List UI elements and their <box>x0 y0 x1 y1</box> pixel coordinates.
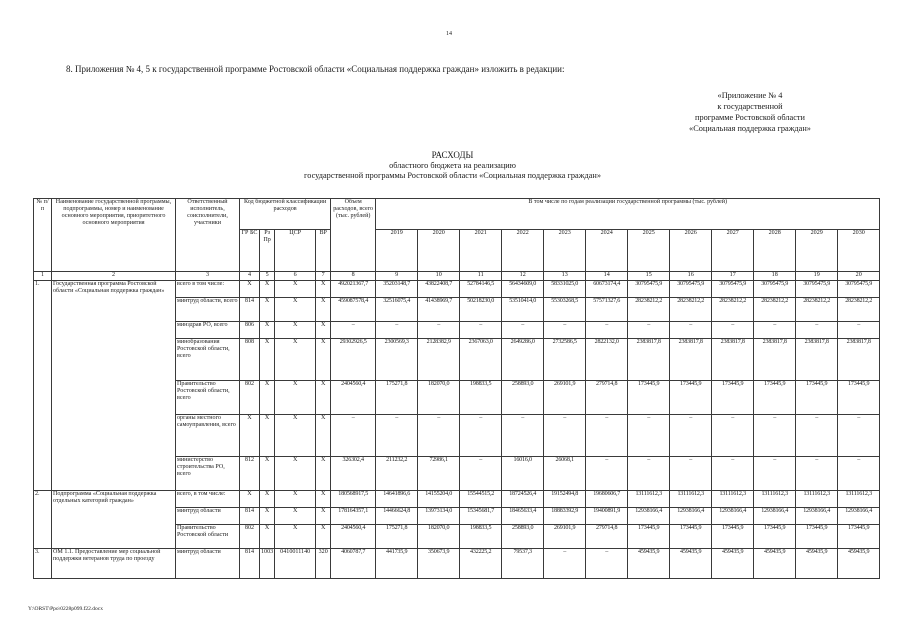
header-year: 2019 <box>376 230 418 272</box>
year-value: 173445,9 <box>712 381 754 415</box>
code-vr: X <box>316 491 331 508</box>
year-value: – <box>418 415 460 457</box>
year-value: 173445,9 <box>712 525 754 549</box>
year-value: – <box>796 415 838 457</box>
year-value: – <box>670 415 712 457</box>
year-value: 30795475,9 <box>754 281 796 298</box>
year-value: – <box>754 457 796 491</box>
year-value: – <box>376 415 418 457</box>
year-value: 30795475,9 <box>628 281 670 298</box>
code-csr: X <box>275 322 316 339</box>
executor: минобразования Ростовской области, всего <box>176 339 240 381</box>
column-index: 13 <box>544 272 586 281</box>
expenses-table <box>33 198 880 579</box>
program-name: Подпрограмма «Социальная поддержка отдельных категорий граждан» <box>52 491 176 549</box>
year-value: 19152494,8 <box>544 491 586 508</box>
code-rzpr: X <box>260 525 275 549</box>
year-value: 459435,9 <box>796 549 838 579</box>
year-value: 2367063,0 <box>460 339 502 381</box>
column-index: 9 <box>376 272 418 281</box>
appendix-line: «Приложение № 4 <box>717 91 783 100</box>
table-row <box>34 491 880 508</box>
year-value: 211232,2 <box>376 457 418 491</box>
header-year: 2023 <box>544 230 586 272</box>
column-index: 4 <box>240 272 260 281</box>
year-value: – <box>460 457 502 491</box>
code-grbs: X <box>240 491 260 508</box>
header-num: № п/п <box>34 199 52 272</box>
year-value: – <box>628 415 670 457</box>
column-index: 19 <box>796 272 838 281</box>
row-number: 2. <box>34 491 52 549</box>
year-value: 2383817,8 <box>712 339 754 381</box>
year-value: 30795475,9 <box>796 281 838 298</box>
code-grbs: 814 <box>240 298 260 322</box>
header-year: 2030 <box>838 230 880 272</box>
year-value: – <box>544 415 586 457</box>
executor: министерство строительства РО, всего <box>176 457 240 491</box>
header-total: Объем расходов, всего (тыс. рублей) <box>331 199 376 272</box>
year-value: 350673,9 <box>418 549 460 579</box>
year-value: – <box>796 322 838 339</box>
header-years-group: В том числе по годам реализации государственной программы (тыс. рублей) <box>376 199 880 230</box>
year-value: 279714,8 <box>586 525 628 549</box>
header-vr: ВР <box>316 230 331 272</box>
year-value: – <box>796 457 838 491</box>
year-value: 198833,5 <box>460 381 502 415</box>
document-title <box>200 150 705 182</box>
year-value: – <box>754 415 796 457</box>
year-value: 14155204,0 <box>418 491 460 508</box>
year-value: 279714,8 <box>586 381 628 415</box>
header-year: 2020 <box>418 230 460 272</box>
table-row <box>34 549 880 579</box>
year-value: 13111612,3 <box>670 491 712 508</box>
year-value: 459435,9 <box>838 549 880 579</box>
code-csr: X <box>275 491 316 508</box>
code-grbs: X <box>240 415 260 457</box>
code-csr: X <box>275 281 316 298</box>
code-csr: X <box>275 298 316 322</box>
code-grbs: 814 <box>240 549 260 579</box>
year-value: – <box>460 415 502 457</box>
code-rzpr: X <box>260 457 275 491</box>
code-csr: X <box>275 339 316 381</box>
header-grbs: ГР БС <box>240 230 260 272</box>
title-line: государственной программы Ростовской области «Социальная поддержка граждан» <box>304 171 601 180</box>
column-index: 11 <box>460 272 502 281</box>
header-year: 2027 <box>712 230 754 272</box>
year-value: 12938166,4 <box>838 508 880 525</box>
year-value: 12938166,4 <box>670 508 712 525</box>
year-value: 14641896,6 <box>376 491 418 508</box>
code-rzpr: X <box>260 322 275 339</box>
total-value: 4060787,7 <box>331 549 376 579</box>
total-value: – <box>331 322 376 339</box>
year-value: 60673174,4 <box>586 281 628 298</box>
code-rzpr: X <box>260 298 275 322</box>
row-number: 1. <box>34 281 52 491</box>
year-value: – <box>544 549 586 579</box>
executor: минздрав РО, всего <box>176 322 240 339</box>
year-value: – <box>838 322 880 339</box>
year-value: 2732586,5 <box>544 339 586 381</box>
year-value: 52784146,5 <box>460 281 502 298</box>
code-rzpr: X <box>260 491 275 508</box>
year-value: 79537,3 <box>502 549 544 579</box>
year-value: – <box>670 457 712 491</box>
total-value: 29302926,5 <box>331 339 376 381</box>
intro-text: 8. Приложения № 4, 5 к государственной программе Ростовской области «Социальная поддержка граждан» изложить в редакции: <box>66 64 565 74</box>
year-value: 13973134,0 <box>418 508 460 525</box>
year-value: 14466624,8 <box>376 508 418 525</box>
year-value: 30795475,9 <box>838 281 880 298</box>
year-value: 28238212,2 <box>838 298 880 322</box>
column-index: 2 <box>52 272 176 281</box>
code-csr: X <box>275 525 316 549</box>
header-codes: Код бюджетной классификации расходов <box>240 199 331 230</box>
year-value: – <box>544 322 586 339</box>
column-index: 18 <box>754 272 796 281</box>
appendix-header <box>640 90 860 134</box>
code-rzpr: 1003 <box>260 549 275 579</box>
column-index: 16 <box>670 272 712 281</box>
total-value: 2404560,4 <box>331 381 376 415</box>
year-value: – <box>586 457 628 491</box>
code-vr: 320 <box>316 549 331 579</box>
year-value: 28238212,2 <box>754 298 796 322</box>
year-value: 16016,0 <box>502 457 544 491</box>
year-value: – <box>754 322 796 339</box>
year-value: 258893,0 <box>502 525 544 549</box>
year-value: 173445,9 <box>670 381 712 415</box>
code-rzpr: X <box>260 508 275 525</box>
year-value: 43822408,7 <box>418 281 460 298</box>
year-value: – <box>712 415 754 457</box>
year-value: 2383817,8 <box>670 339 712 381</box>
year-value: 13111612,3 <box>838 491 880 508</box>
total-value: 492021367,7 <box>331 281 376 298</box>
header-year: 2022 <box>502 230 544 272</box>
year-value: 13111612,3 <box>628 491 670 508</box>
program-name: Государственная программа Ростовской области «Социальная поддержка граждан» <box>52 281 176 491</box>
year-value: – <box>712 457 754 491</box>
header-year: 2029 <box>796 230 838 272</box>
year-value: 173445,9 <box>796 525 838 549</box>
year-value: 30795475,9 <box>712 281 754 298</box>
year-value: 56434609,0 <box>502 281 544 298</box>
year-value: – <box>460 322 502 339</box>
program-name: ОМ 1.1. Предоставление мер социальной поддержки ветеранов труда по проезду <box>52 549 176 579</box>
column-index: 8 <box>331 272 376 281</box>
code-csr: 0410011140 <box>275 549 316 579</box>
year-value: 28238212,2 <box>670 298 712 322</box>
code-grbs: X <box>240 281 260 298</box>
year-value: 2383817,8 <box>838 339 880 381</box>
column-index: 15 <box>628 272 670 281</box>
header-year: 2025 <box>628 230 670 272</box>
code-grbs: 814 <box>240 508 260 525</box>
header-executor: Ответственный исполнитель, соисполнители, участники <box>176 199 240 272</box>
year-value: 269101,9 <box>544 381 586 415</box>
header-year: 2026 <box>670 230 712 272</box>
total-value: 180568917,5 <box>331 491 376 508</box>
year-value: 18465633,4 <box>502 508 544 525</box>
year-value: 55303268,5 <box>544 298 586 322</box>
year-value: 28238212,2 <box>796 298 838 322</box>
total-value: 2404560,4 <box>331 525 376 549</box>
year-value: 19680606,7 <box>586 491 628 508</box>
year-value: 28238212,2 <box>628 298 670 322</box>
year-value: – <box>418 322 460 339</box>
year-value: 459435,9 <box>754 549 796 579</box>
year-value: 2822132,0 <box>586 339 628 381</box>
executor: минтруд области <box>176 508 240 525</box>
row-number: 3. <box>34 549 52 579</box>
title-line: РАСХОДЫ <box>431 150 474 160</box>
column-index: 20 <box>838 272 880 281</box>
year-value: 19400891,9 <box>586 508 628 525</box>
code-grbs: 802 <box>240 525 260 549</box>
code-rzpr: X <box>260 381 275 415</box>
year-value: – <box>670 322 712 339</box>
column-index: 12 <box>502 272 544 281</box>
appendix-line: «Социальная поддержка граждан» <box>689 124 811 133</box>
code-rzpr: X <box>260 415 275 457</box>
year-value: 2383817,8 <box>754 339 796 381</box>
year-value: 269101,9 <box>544 525 586 549</box>
year-value: 18883392,9 <box>544 508 586 525</box>
year-value: 26068,1 <box>544 457 586 491</box>
year-value: 173445,9 <box>838 525 880 549</box>
year-value: 173445,9 <box>628 525 670 549</box>
year-value: 459435,9 <box>712 549 754 579</box>
executor: всего в том числе: <box>176 281 240 298</box>
executor: Правительство Ростовской области, всего <box>176 381 240 415</box>
year-value: 50218230,0 <box>460 298 502 322</box>
code-vr: X <box>316 457 331 491</box>
total-value: 178164357,1 <box>331 508 376 525</box>
year-value: 2383817,8 <box>796 339 838 381</box>
code-vr: X <box>316 298 331 322</box>
year-value: 459435,9 <box>670 549 712 579</box>
year-value: – <box>712 322 754 339</box>
page-number: 14 <box>446 31 452 37</box>
year-value: 13111612,3 <box>796 491 838 508</box>
code-vr: X <box>316 322 331 339</box>
code-rzpr: X <box>260 281 275 298</box>
code-csr: X <box>275 457 316 491</box>
year-value: 2128382,9 <box>418 339 460 381</box>
year-value: 198833,5 <box>460 525 502 549</box>
footer-path: Y:\ORST\Ppo\0228p099.f22.docx <box>28 606 103 612</box>
column-index: 14 <box>586 272 628 281</box>
year-value: 18724526,4 <box>502 491 544 508</box>
year-value: – <box>628 457 670 491</box>
executor: всего, в том числе: <box>176 491 240 508</box>
column-index: 3 <box>176 272 240 281</box>
code-rzpr: X <box>260 339 275 381</box>
year-value: 173445,9 <box>838 381 880 415</box>
year-value: 173445,9 <box>754 381 796 415</box>
header-csr: ЦСР <box>275 230 316 272</box>
year-value: 28238212,2 <box>712 298 754 322</box>
column-index: 1 <box>34 272 52 281</box>
year-value: – <box>502 415 544 457</box>
code-vr: X <box>316 508 331 525</box>
year-value: 182070,0 <box>418 381 460 415</box>
column-index: 5 <box>260 272 275 281</box>
header-year: 2024 <box>586 230 628 272</box>
year-value: 72986,1 <box>418 457 460 491</box>
executor: минтруд области, всего <box>176 298 240 322</box>
code-vr: X <box>316 525 331 549</box>
code-csr: X <box>275 415 316 457</box>
column-index: 10 <box>418 272 460 281</box>
year-value: 12938166,4 <box>796 508 838 525</box>
year-value: – <box>586 415 628 457</box>
executor: органы местного самоуправления, всего <box>176 415 240 457</box>
year-value: 30795475,9 <box>670 281 712 298</box>
code-grbs: 812 <box>240 457 260 491</box>
year-value: 182070,0 <box>418 525 460 549</box>
code-vr: X <box>316 381 331 415</box>
column-index: 17 <box>712 272 754 281</box>
header-rzpr: Рз Пр <box>260 230 275 272</box>
year-value: – <box>586 322 628 339</box>
column-index: 6 <box>275 272 316 281</box>
year-value: 57571327,6 <box>586 298 628 322</box>
year-value: – <box>586 549 628 579</box>
year-value: 53510414,0 <box>502 298 544 322</box>
year-value: 173445,9 <box>628 381 670 415</box>
year-value: 173445,9 <box>670 525 712 549</box>
code-grbs: 802 <box>240 381 260 415</box>
table-row <box>34 281 880 298</box>
code-vr: X <box>316 339 331 381</box>
year-value: 12938166,4 <box>754 508 796 525</box>
year-value: 13111612,3 <box>712 491 754 508</box>
header-year: 2021 <box>460 230 502 272</box>
year-value: 175271,8 <box>376 525 418 549</box>
year-value: 15345681,7 <box>460 508 502 525</box>
year-value: 13111612,3 <box>754 491 796 508</box>
title-line: областного бюджета на реализацию <box>389 160 516 170</box>
total-value: – <box>331 415 376 457</box>
header-year: 2028 <box>754 230 796 272</box>
year-value: 41438969,7 <box>418 298 460 322</box>
year-value: 173445,9 <box>796 381 838 415</box>
code-csr: X <box>275 508 316 525</box>
year-value: 2300569,3 <box>376 339 418 381</box>
year-value: 58331025,0 <box>544 281 586 298</box>
code-csr: X <box>275 381 316 415</box>
year-value: – <box>376 322 418 339</box>
year-value: 32516075,4 <box>376 298 418 322</box>
year-value: 441735,9 <box>376 549 418 579</box>
year-value: 2649286,0 <box>502 339 544 381</box>
code-vr: X <box>316 415 331 457</box>
code-grbs: 806 <box>240 322 260 339</box>
executor: Правительство Ростовской области <box>176 525 240 549</box>
code-vr: X <box>316 281 331 298</box>
year-value: 2383817,8 <box>628 339 670 381</box>
year-value: 258893,0 <box>502 381 544 415</box>
year-value: – <box>628 322 670 339</box>
year-value: 175271,8 <box>376 381 418 415</box>
total-value: 326302,4 <box>331 457 376 491</box>
appendix-line: программе Ростовской области <box>695 113 805 122</box>
year-value: 12938166,4 <box>628 508 670 525</box>
year-value: 12938166,4 <box>712 508 754 525</box>
year-value: – <box>838 415 880 457</box>
total-value: 459087578,4 <box>331 298 376 322</box>
year-value: 15544515,2 <box>460 491 502 508</box>
year-value: – <box>838 457 880 491</box>
column-index: 7 <box>316 272 331 281</box>
year-value: 173445,9 <box>754 525 796 549</box>
executor: минтруд области <box>176 549 240 579</box>
year-value: 35203148,7 <box>376 281 418 298</box>
code-grbs: 808 <box>240 339 260 381</box>
year-value: 432225,2 <box>460 549 502 579</box>
header-name: Наименование государственной программы, подпрограммы, номер и наименование основного мероприятия, приоритетного основного мероприятия <box>52 199 176 272</box>
appendix-line: к государственной <box>717 102 783 111</box>
year-value: 459435,9 <box>628 549 670 579</box>
year-value: – <box>502 322 544 339</box>
